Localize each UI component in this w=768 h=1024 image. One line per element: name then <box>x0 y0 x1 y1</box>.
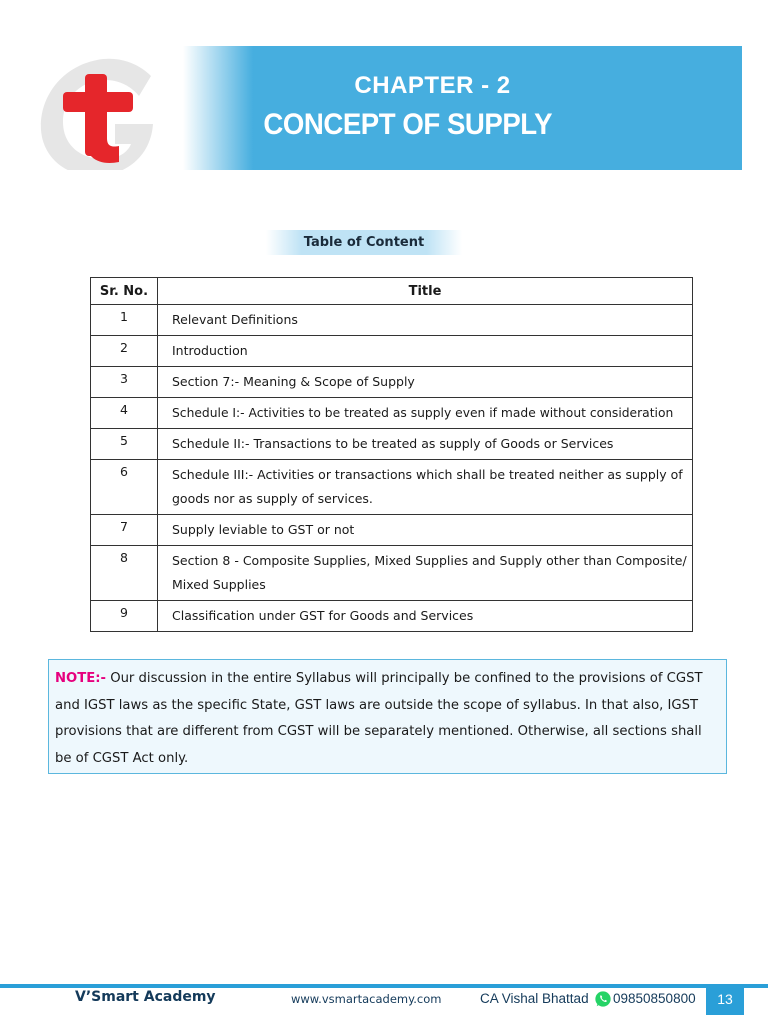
chapter-banner <box>33 46 742 170</box>
table-row <box>91 367 693 398</box>
chapter-title: CONCEPT OF SUPPLY <box>263 108 553 141</box>
table-row <box>91 546 693 601</box>
toc-heading: Table of Content <box>266 230 462 255</box>
row-title: Introduction <box>158 336 693 367</box>
row-number: 4 <box>91 398 158 429</box>
row-title: Schedule I:- Activities to be treated as supply even if made without consideration <box>158 398 693 429</box>
table-header-row <box>91 278 693 305</box>
note-label: NOTE:- <box>55 671 106 686</box>
row-number: 1 <box>91 305 158 336</box>
whatsapp-icon <box>594 990 612 1008</box>
row-number: 7 <box>91 515 158 546</box>
note-box <box>48 659 727 774</box>
footer-website-link[interactable]: www.vsmartacademy.com <box>291 992 442 1006</box>
chapter-number: CHAPTER - 2 <box>354 72 511 99</box>
table-row <box>91 515 693 546</box>
row-title: Schedule III:- Activities or transactions which shall be treated neither as supply of goods nor as supply of services. <box>158 460 693 515</box>
row-number: 2 <box>91 336 158 367</box>
table-row <box>91 460 693 515</box>
row-number: 6 <box>91 460 158 515</box>
row-number: 5 <box>91 429 158 460</box>
row-title: Supply leviable to GST or not <box>158 515 693 546</box>
row-title: Section 8 - Composite Supplies, Mixed Supplies and Supply other than Composite/ Mixed Supplies <box>158 546 693 601</box>
column-header-title: Title <box>158 278 693 305</box>
note-text: Our discussion in the entire Syllabus will principally be confined to the provisions of CGST and IGST laws as the specific State, GST laws are outside the scope of syllabus. In that also, IGST provisions that are different from CGST will be separately mentioned. Otherwise, all sections shall be of CGST Act only. <box>55 671 703 766</box>
row-title: Classification under GST for Goods and Services <box>158 601 693 632</box>
table-row <box>91 398 693 429</box>
page-footer <box>0 988 768 1024</box>
row-number: 8 <box>91 546 158 601</box>
table-row <box>91 336 693 367</box>
table-row <box>91 601 693 632</box>
column-header-srno: Sr. No. <box>91 278 158 305</box>
table-row <box>91 429 693 460</box>
row-title: Schedule II:- Transactions to be treated as supply of Goods or Services <box>158 429 693 460</box>
footer-academy-name: V’Smart Academy <box>75 989 216 1005</box>
row-title: Section 7:- Meaning & Scope of Supply <box>158 367 693 398</box>
row-number: 9 <box>91 601 158 632</box>
row-title: Relevant Definitions <box>158 305 693 336</box>
row-number: 3 <box>91 367 158 398</box>
toc-table <box>90 277 693 632</box>
page-number: 13 <box>706 985 744 1015</box>
table-row <box>91 305 693 336</box>
footer-phone: 09850850800 <box>613 991 696 1006</box>
footer-author: CA Vishal Bhattad <box>480 991 589 1006</box>
